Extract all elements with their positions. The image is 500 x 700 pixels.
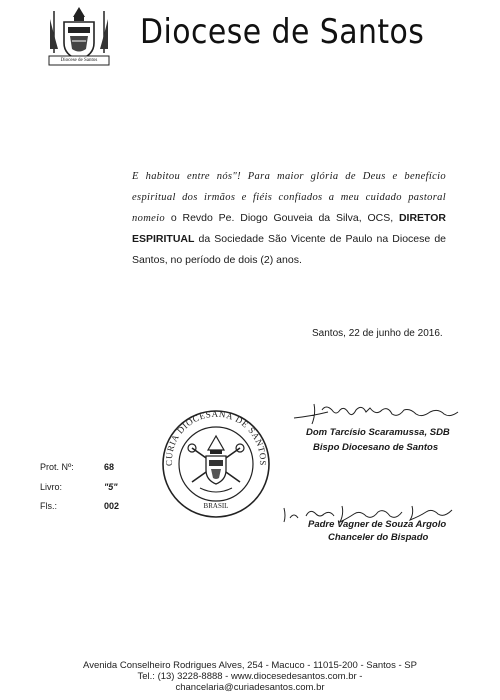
decree-italic-intro: E habitou entre nós"! Para maior glória de Deus e benefício espiritual dos irmãos e fiéis confiados a meu cuidado pastoral nomeio (132, 171, 446, 224)
bishop-title: Bispo Diocesano de Santos (313, 442, 439, 453)
curia-seal-stamp (160, 408, 272, 520)
diocese-crest-logo (46, 5, 112, 67)
footer-address (60, 660, 440, 693)
crest-banner-text: Diocese de Santos (60, 58, 98, 63)
page-title: Diocese de Santos (140, 12, 425, 52)
livro-value: "5" (104, 482, 118, 492)
decree-scope: da Sociedade São Vicente de Paulo na Diocese de Santos, no período de dois (2) anos. (132, 233, 446, 266)
prot-label: Prot. Nº: (40, 462, 74, 472)
seal-ring-text: CURIA DIOCESANA DE SANTOS (163, 408, 269, 467)
fls-value: 002 (104, 501, 120, 511)
chancellor-title: Chanceler do Bispado (328, 532, 429, 543)
livro-label: Livro: (40, 482, 63, 492)
footer-email-line: chancelaria@curiadesantos.com.br (175, 682, 325, 693)
fls-label: Fls.: (40, 501, 57, 511)
footer-contact-line: Tel.: (13) 3228-8888 - www.diocesedesantos.com.br - (137, 671, 363, 682)
bishop-signature (292, 400, 462, 426)
footer-address-line: Avenida Conselheiro Rodrigues Alves, 254 - Macuco - 11015-200 - Santos - SP (83, 660, 417, 671)
prot-value: 68 (104, 462, 115, 472)
decree-role: DIRETOR ESPIRITUAL (132, 212, 446, 245)
bishop-name: Dom Tarcísio Scaramussa, SDB (306, 427, 450, 438)
seal-bottom-text: BRASIL (203, 502, 229, 510)
date-line: Santos, 22 de junho de 2016. (312, 328, 443, 339)
chancellor-name: Padre Vagner de Souza Argolo (308, 519, 447, 530)
decree-appointee: o Revdo Pe. Diogo Gouveia da Silva, OCS, (165, 212, 399, 224)
decree-text (132, 166, 446, 271)
